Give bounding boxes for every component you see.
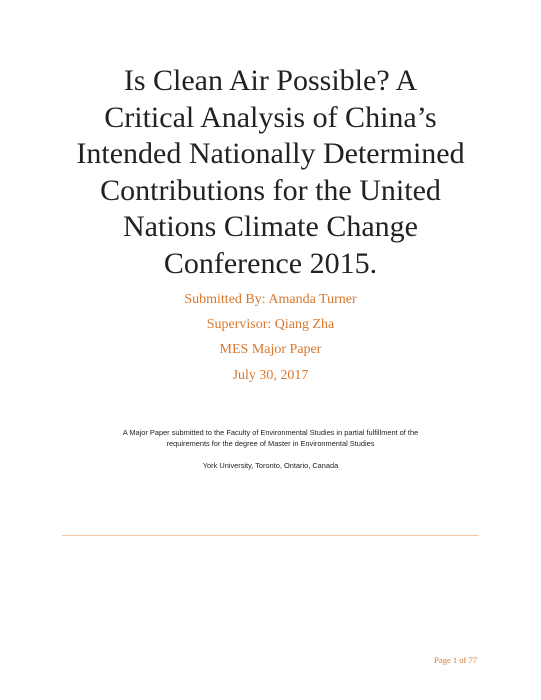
- title-line: Contributions for the United: [100, 173, 441, 207]
- title-line: Conference 2015.: [163, 246, 378, 280]
- horizontal-divider: [62, 535, 479, 536]
- title-line: Nations Climate Change: [123, 210, 418, 243]
- submission-statement: [0, 427, 541, 449]
- title-line: Intended Nationally Determined: [76, 137, 465, 170]
- page-number: Page 1 of 77: [434, 655, 477, 665]
- supervisor: Supervisor: Qiang Zha: [206, 317, 335, 332]
- statement-line: A Major Paper submitted to the Faculty of Environmental Studies in partial fulfillment of the: [122, 428, 419, 437]
- title-line: Critical Analysis of China’s: [104, 100, 437, 134]
- statement-line: requirements for the degree of Master in Environmental Studies: [166, 439, 375, 448]
- paper-type: MES Major Paper: [219, 342, 322, 357]
- submitted-by: Submitted By: Amanda Turner: [184, 292, 357, 307]
- submission-date: July 30, 2017: [232, 368, 309, 383]
- institution: York University, Toronto, Ontario, Canada: [202, 461, 339, 470]
- title-line: Is Clean Air Possible? A: [123, 64, 418, 97]
- paper-title: [0, 63, 541, 282]
